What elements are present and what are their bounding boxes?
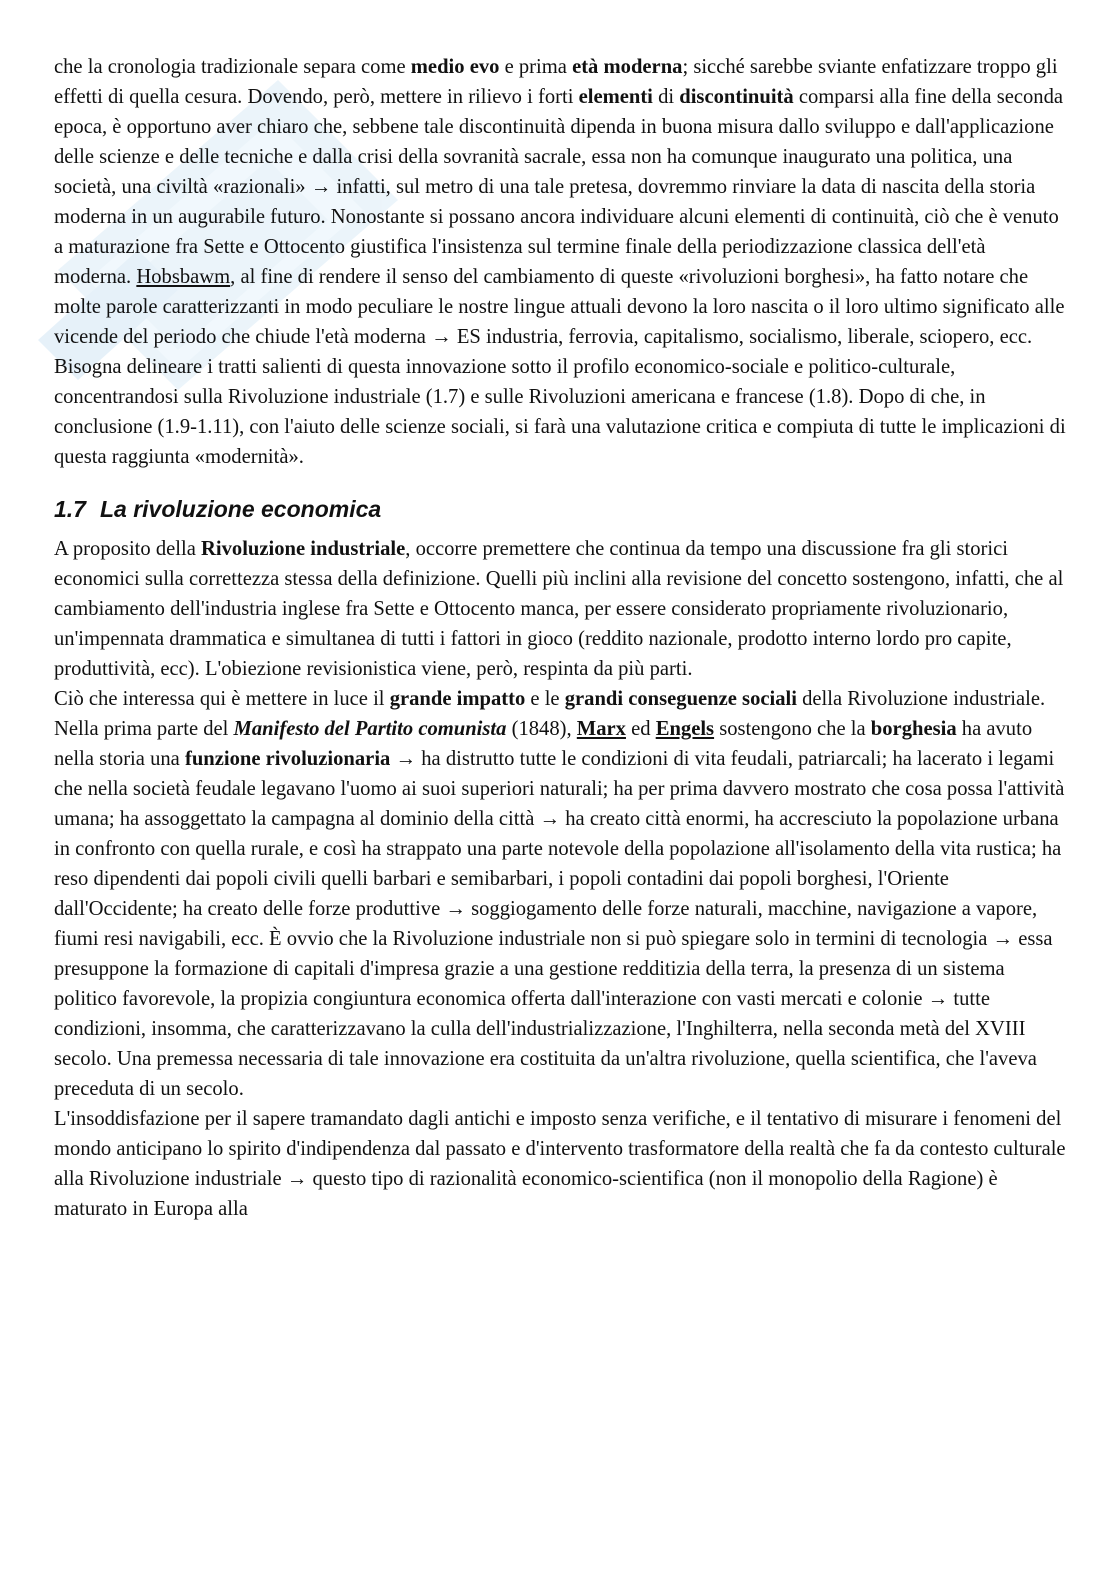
- document-body: [54, 52, 1066, 1224]
- paragraph-scientific-rationality: L'insoddisfazione per il sapere tramandato dagli antichi e imposto senza verifiche, e il tentativo di misurare i fenomeni del mondo anticipano lo spirito d'indipendenza dal passato e d'intervento trasformatore della realtà che fa da contesto culturale alla Rivoluzione industriale → questo tipo di razionalità economico-scientifica (non il monopolio della Ragione) è maturato in Europa alla: [54, 1108, 1066, 1220]
- hobsbawm-link[interactable]: Hobsbawm: [136, 266, 231, 288]
- marx-link[interactable]: Marx: [576, 718, 626, 740]
- paragraph-industrial-revolution: A proposito della Rivoluzione industriale, occorre premettere che continua da tempo una discussione fra gli storici economici sulla correttezza stessa della definizione. Quelli più inclini alla revisione del concetto sostengono, infatti, che al cambiamento dell'industria inglese fra Sette e Ottocento manca, per essere considerato propriamente rivoluzionario, un'impennata drammatica e simultanea di tutti i fattori in gioco (reddito nazionale, prodotto interno lordo pro capite, produttività, ecc). L'obiezione revisionistica viene, però, respinta da più parti.: [54, 538, 1064, 680]
- paragraph-outline: Bisogna delineare i tratti salienti di questa innovazione sotto il profilo economico-sociale e politico-culturale, concentrandosi sulla Rivoluzione industriale (1.7) e sulle Rivoluzioni americana e francese (1.8). Dopo di che, in conclusione (1.9-1.11), con l'aiuto delle scienze sociali, si farà una valutazione critica e compiuta di tutte le implicazioni di questa raggiunta «modernità».: [54, 356, 1066, 468]
- engels-link[interactable]: Engels: [655, 718, 715, 740]
- paragraph-impact: Ciò che interessa qui è mettere in luce il grande impatto e le grandi conseguenze sociali della Rivoluzione industriale.: [54, 688, 1046, 710]
- manifesto-title: Manifesto del Partito comunista: [233, 718, 507, 740]
- paragraph-intro: che la cronologia tradizionale separa come medio evo e prima età moderna; sicché sarebbe sviante enfatizzare troppo gli effetti di quella cesura. Dovendo, però, mettere in rilievo i forti elementi di discontinuità comparsi alla fine della seconda epoca, è opportuno aver chiaro che, sebbene tale discontinuità dipenda in buona misura dallo sviluppo e dall'applicazione delle scienze e delle tecniche e dalla crisi della sovranità sacrale, essa non ha comunque inaugurato una politica, una società, una civiltà «razionali» → infatti, sul metro di una tale pretesa, dovremmo rinviare la data di nascita della storia moderna in un augurabile futuro. Nonostante si possano ancora individuare alcuni elementi di continuità, ciò che è venuto a maturazione fra Sette e Ottocento giustifica l'insistenza sul termine finale della periodizzazione classica dell'età moderna. Hobsbawm, al fine di rendere il senso del cambiamento di queste «rivoluzioni borghesi», ha fatto notare che molte parole caratterizzanti in modo peculiare le nostre lingue attuali devono la loro nascita o il loro ultimo significato alle vicende del periodo che chiude l'età moderna → ES industria, ferrovia, capitalismo, socialismo, liberale, sciopero, ecc.: [54, 56, 1065, 348]
- paragraph-manifesto: Nella prima parte del Manifesto del Partito comunista (1848), Marx ed Engels sostengono che la borghesia ha avuto nella storia una funzione rivoluzionaria → ha distrutto tutte le condizioni di vita feudali, patriarcali; ha lacerato i legami che nella società feudale legavano l'uomo ai suoi superiori naturali; ha per prima davvero mostrato che cosa possa l'attività umana; ha assoggettato la campagna al dominio della città → ha creato città enormi, ha accresciuto la popolazione urbana in confronto con quella rurale, e così ha strappato una parte notevole della popolazione all'isolamento della vita rustica; ha reso dipendenti dai popoli civili quelli barbari e semibarbari, i popoli contadini dai popoli borghesi, l'Oriente dall'Occidente; ha creato delle forze produttive → soggiogamento delle forze naturali, macchine, navigazione a vapore, fiumi resi navigabili, ecc. È ovvio che la Rivoluzione industriale non si può spiegare solo in termini di tecnologia → essa presuppone la formazione di capitali d'impresa grazie a una gestione redditizia della terra, la presenza di un sistema politico favorevole, la propizia congiuntura economica offerta dall'interazione con vasti mercati e colonie → tutte condizioni, insomma, che caratterizzavano la culla dell'industrializzazione, l'Inghilterra, nella seconda metà del XVIII secolo. Una premessa necessaria di tale innovazione era costituita da un'altra rivoluzione, quella scientifica, che l'aveva preceduta di un secolo.: [54, 718, 1065, 1100]
- section-title: La rivoluzione economica: [99, 496, 382, 522]
- section-heading: [54, 494, 1066, 524]
- section-number: 1.7: [54, 496, 86, 522]
